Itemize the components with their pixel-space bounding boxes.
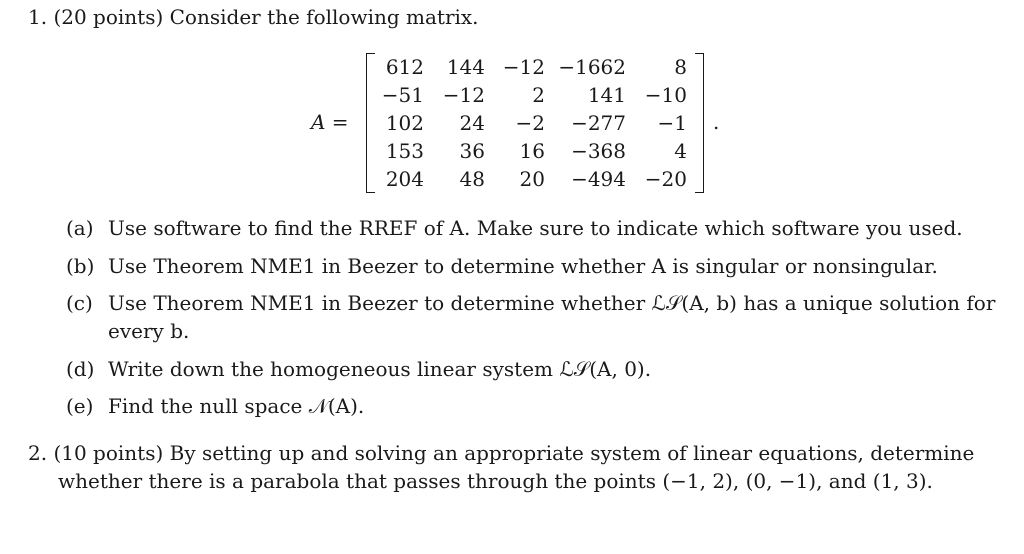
matrix-cell: −2 [515, 111, 545, 135]
matrix-cell: −1662 [558, 55, 626, 79]
part-c-label: (c) [66, 291, 93, 315]
part-d-text: Write down the homogeneous linear system ℒ𝒮(A, 0). [108, 357, 652, 381]
matrix-cell: 2 [532, 83, 545, 107]
matrix-cell: −51 [381, 83, 424, 107]
matrix-label: A = [311, 110, 349, 134]
problem-2-line2: whether there is a parabola that passes through the points (−1, 2), (0, −1), and (1, 3). [58, 469, 933, 493]
part-e-text: Find the null space 𝒩(A). [108, 394, 365, 418]
part-e-label: (e) [66, 394, 94, 418]
part-b-text: Use Theorem NME1 in Beezer to determine whether A is singular or nonsingular. [108, 254, 938, 278]
matrix-cell: −1 [657, 111, 687, 135]
matrix-cell: 612 [385, 55, 424, 79]
matrix-cell: 16 [519, 139, 545, 163]
part-c-text-line1: Use Theorem NME1 in Beezer to determine whether ℒ𝒮(A, b) has a unique solution for [108, 291, 996, 315]
problem-2-line1: 2. (10 points) By setting up and solving an appropriate system of linear equations, determine [28, 441, 975, 465]
matrix-cell: 4 [674, 139, 687, 163]
matrix-cell: 204 [385, 167, 424, 191]
matrix-cell: 36 [459, 139, 485, 163]
matrix-cell: 48 [459, 167, 485, 191]
matrix-period: . [713, 110, 720, 134]
matrix-cell: −12 [442, 83, 485, 107]
part-d-label: (d) [66, 357, 95, 381]
matrix-cell: −277 [571, 111, 626, 135]
part-a-label: (a) [66, 216, 94, 240]
matrix-cell: −20 [644, 167, 687, 191]
matrix-cell: −368 [571, 139, 626, 163]
matrix-cell: −12 [502, 55, 545, 79]
part-a-text: Use software to find the RREF of A. Make sure to indicate which software you used. [108, 216, 963, 240]
matrix-cell: 141 [587, 83, 626, 107]
part-b-label: (b) [66, 254, 95, 278]
matrix-cell: 8 [674, 55, 687, 79]
matrix-cell: 102 [385, 111, 424, 135]
part-c-text-line2: every b. [108, 319, 190, 343]
matrix-cell: −10 [644, 83, 687, 107]
matrix-cell: 144 [446, 55, 485, 79]
matrix-right-bracket [695, 53, 704, 193]
matrix-cell: 20 [519, 167, 545, 191]
matrix-cell: −494 [571, 167, 626, 191]
matrix-cell: 153 [385, 139, 424, 163]
matrix-cell: 24 [459, 111, 485, 135]
problem-1-header: 1. (20 points) Consider the following matrix. [28, 5, 479, 29]
